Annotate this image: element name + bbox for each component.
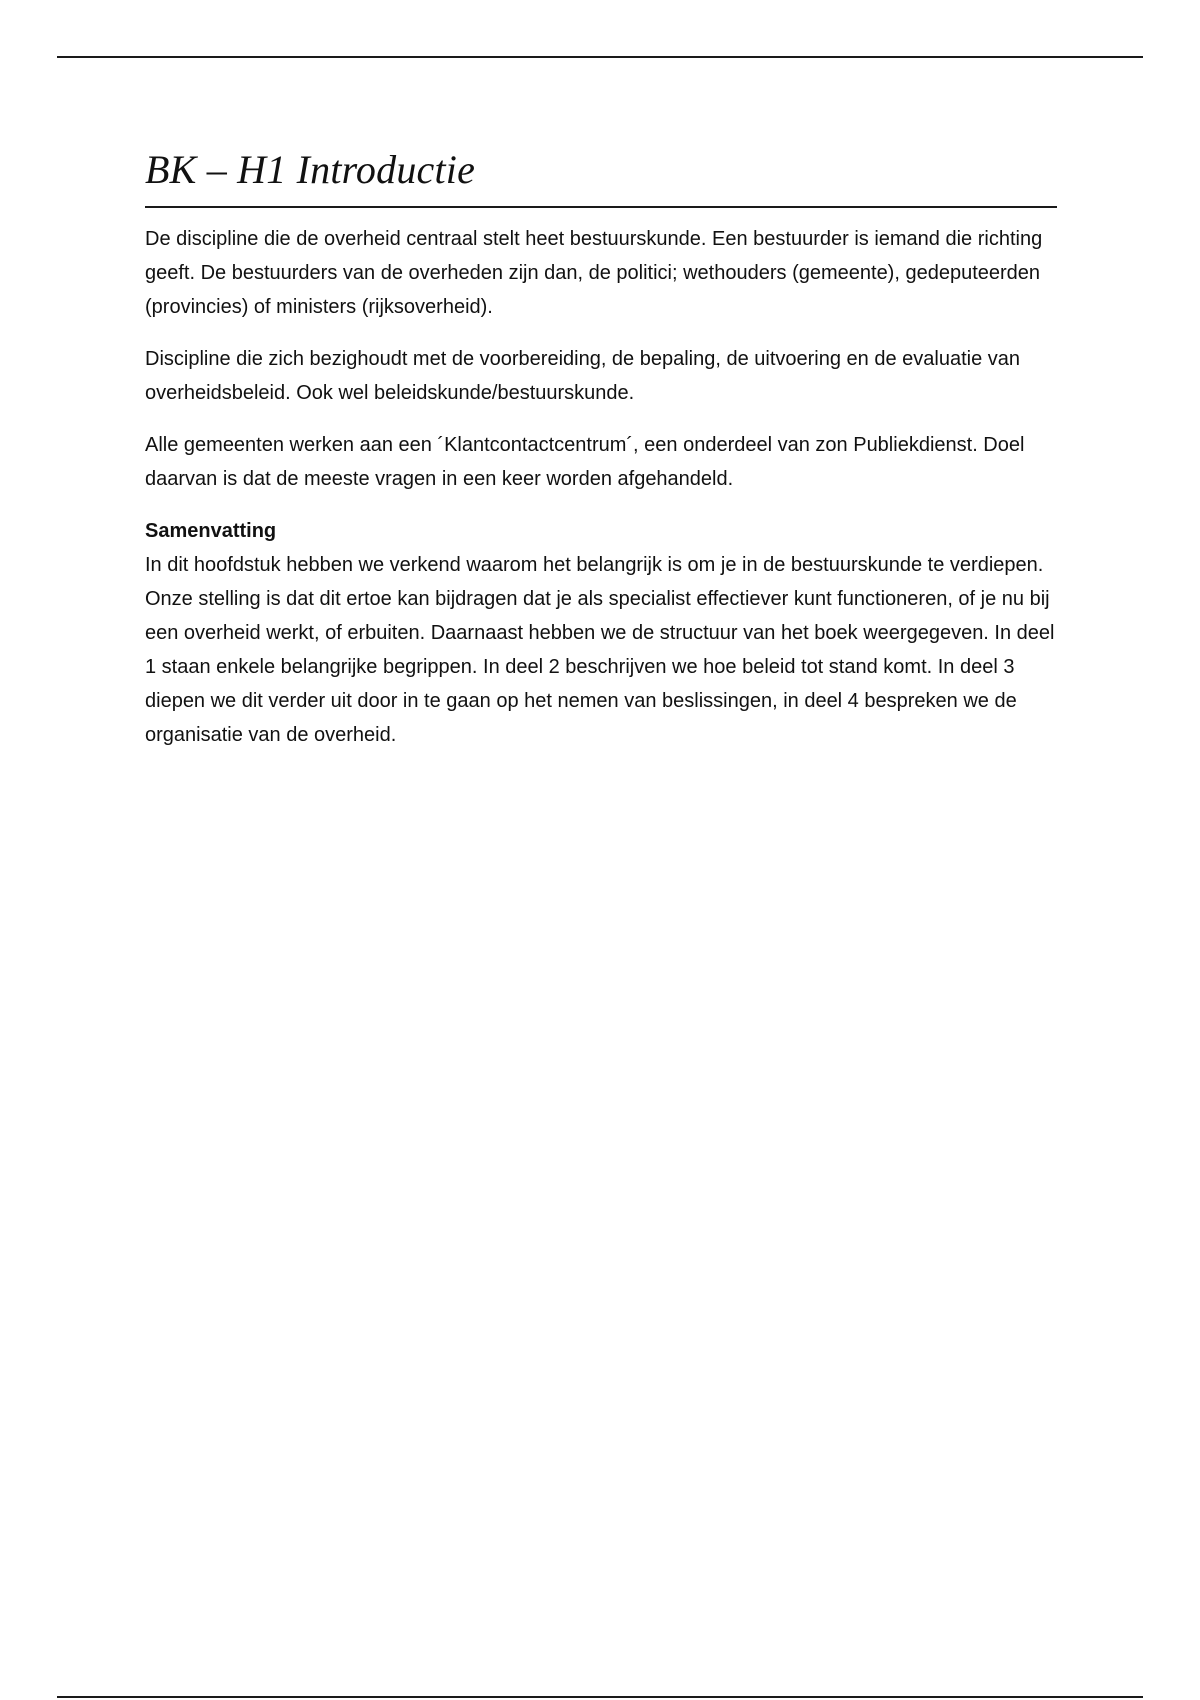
document-body <box>145 142 1057 752</box>
paragraph-definition-bestuurskunde: De discipline die de overheid centraal stelt heet bestuurskunde. Een bestuurder is iemand die richting geeft. De bestuurders van de overheden zijn dan, de politici; wethouders (gemeente), gedeputeerden (provincies) of ministers (rijksoverheid). <box>145 228 1043 318</box>
summary-section <box>145 514 1057 752</box>
summary-title: Samenvatting <box>145 520 277 542</box>
summary-text: In dit hoofdstuk hebben we verkend waarom het belangrijk is om je in de bestuurskunde te verdiepen. Onze stelling is dat dit ertoe kan bijdragen dat je als specialist effectiever kunt functioneren, of je nu bij een overheid werkt, of erbuiten. Daarnaast hebben we de structuur van het boek weergegeven. In deel 1 staan enkele belangrijke begrippen. In deel 2 beschrijven we hoe beleid tot stand komt. In deel 3 diepen we dit verder uit door in te gaan op het nemen van beslissingen, in deel 4 bespreken we de organisatie van de overheid. <box>145 554 1055 746</box>
document-heading: BK – H1 Introductie <box>145 142 1057 208</box>
page-bottom-rule <box>57 1696 1143 1698</box>
paragraph-discipline: Discipline die zich bezighoudt met de voorbereiding, de bepaling, de uitvoering en de evaluatie van overheidsbeleid. Ook wel beleidskunde/bestuurskunde. <box>145 348 1021 404</box>
page-top-rule <box>57 56 1143 58</box>
paragraph-klantcontactcentrum: Alle gemeenten werken aan een ´Klantcontactcentrum´, een onderdeel van zon Publiekdienst. Doel daarvan is dat de meeste vragen in een keer worden afgehandeld. <box>145 434 1025 490</box>
